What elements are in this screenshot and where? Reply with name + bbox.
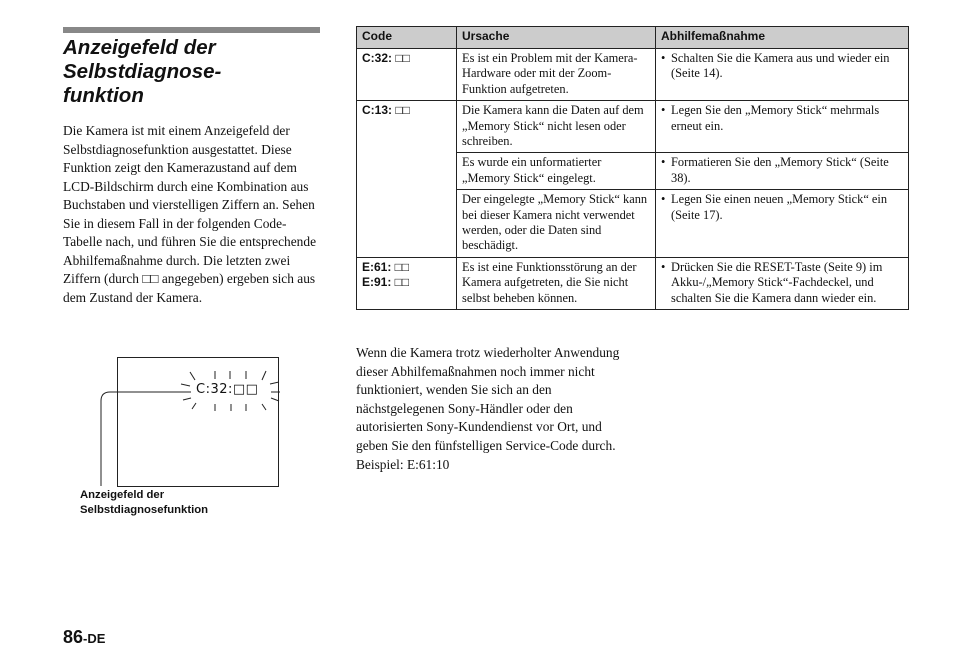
column-header-remedy: Abhilfemaßnahme: [656, 27, 909, 49]
page-title: [63, 36, 323, 108]
lcd-error-code: C:32:□□: [196, 382, 259, 397]
table-header-row: [357, 27, 909, 49]
cause-cell: Es wurde ein unformatierter „Memory Stick“ eingelegt.: [457, 153, 656, 190]
remedy-cell: [656, 190, 909, 258]
remedy-text: Legen Sie den „Memory Stick“ mehrmals erneut ein.: [671, 103, 880, 133]
service-note-example: Beispiel: E:61:10: [356, 456, 450, 472]
page-title-line: Selbstdiagnose-: [63, 60, 222, 83]
column-header-cause: Ursache: [457, 27, 656, 49]
bullet-icon: •: [661, 192, 666, 207]
page-number-value: 86: [63, 627, 84, 647]
remedy-text: Drücken Sie die RESET-Taste (Seite 9) im Akku-/„Memory Stick“-Fachdeckel, und schalten Sie die Kamera dann wieder ein.: [671, 259, 883, 305]
cause-cell: Der eingelegte „Memory Stick“ kann bei dieser Kamera nicht verwendet werden, oder die Daten sind beschädigt.: [457, 190, 656, 258]
page-title-line: Anzeigefeld der: [63, 36, 216, 59]
table-row: [357, 257, 909, 309]
service-note: [356, 344, 626, 474]
cause-cell: Es ist eine Funktionsstörung an der Kamera aufgetreten, die Sie nicht selbst beheben können.: [457, 257, 656, 309]
cause-cell: Es ist ein Problem mit der Kamera-Hardware oder mit der Zoom-Funktion aufgetreten.: [457, 49, 656, 101]
service-note-text: Wenn die Kamera trotz wiederholter Anwendung dieser Abhilfemaßnahmen noch immer nicht funktioniert, wenden Sie sich an den nächstgelegenen Sony-Händler oder den autorisierten Sony-Kundendienst vor Ort, und geben Sie den fünfstelligen Service-Code durch.: [356, 345, 620, 453]
table-row: [357, 49, 909, 101]
remedy-cell: [656, 101, 909, 153]
error-code-table: [356, 26, 909, 310]
page-number-suffix: -DE: [83, 631, 106, 646]
bullet-icon: •: [661, 155, 666, 170]
error-code: E:61: □□: [362, 259, 410, 274]
figure-caption: [80, 488, 208, 518]
figure-caption-line: Anzeigefeld der: [80, 489, 165, 501]
remedy-cell: [656, 153, 909, 190]
error-code: C:32: □□: [362, 51, 410, 65]
remedy-cell: [656, 257, 909, 309]
remedy-text: Formatieren Sie den „Memory Stick“ (Seite 38).: [671, 155, 889, 185]
bullet-icon: •: [661, 259, 666, 274]
error-code: E:91: □□: [362, 275, 410, 290]
bullet-icon: •: [661, 51, 666, 65]
remedy-text: Schalten Sie die Kamera aus und wieder ein (Seite 14).: [671, 51, 890, 81]
remedy-text: Legen Sie einen neuen „Memory Stick“ ein (Seite 17).: [671, 192, 888, 222]
column-header-code: Code: [357, 27, 457, 49]
code-cell: [357, 257, 457, 309]
remedy-cell: [656, 49, 909, 101]
page-title-line: funktion: [63, 84, 144, 107]
code-cell: [357, 101, 457, 258]
figure-caption-line: Selbstdiagnosefunktion: [80, 504, 209, 516]
error-code: C:13: □□: [362, 103, 410, 118]
intro-paragraph: Die Kamera ist mit einem Anzeigefeld der Selbstdiagnosefunktion ausgestattet. Diese Funktion zeigt den Kamerazustand auf dem LCD-Bildschirm durch eine Kombination aus Buchstaben und vierstelligen Ziffern an. Sehen Sie in diesem Fall in der folgenden Code-Tabelle nach, und führen Sie die entsprechende Abhilfemaßnahme durch. Die letzten zwei Ziffern (durch □□ angegeben) ergeben sich aus dem Zustand der Kamera.: [63, 123, 317, 305]
bullet-icon: •: [661, 103, 666, 118]
lcd-screen-frame: [117, 357, 279, 487]
cause-cell: Die Kamera kann die Daten auf dem „Memory Stick“ nicht lesen oder schreiben.: [457, 101, 656, 153]
title-rule: [63, 27, 320, 33]
table-row: [357, 101, 909, 153]
code-cell: [357, 49, 457, 101]
page-number: [63, 627, 105, 648]
